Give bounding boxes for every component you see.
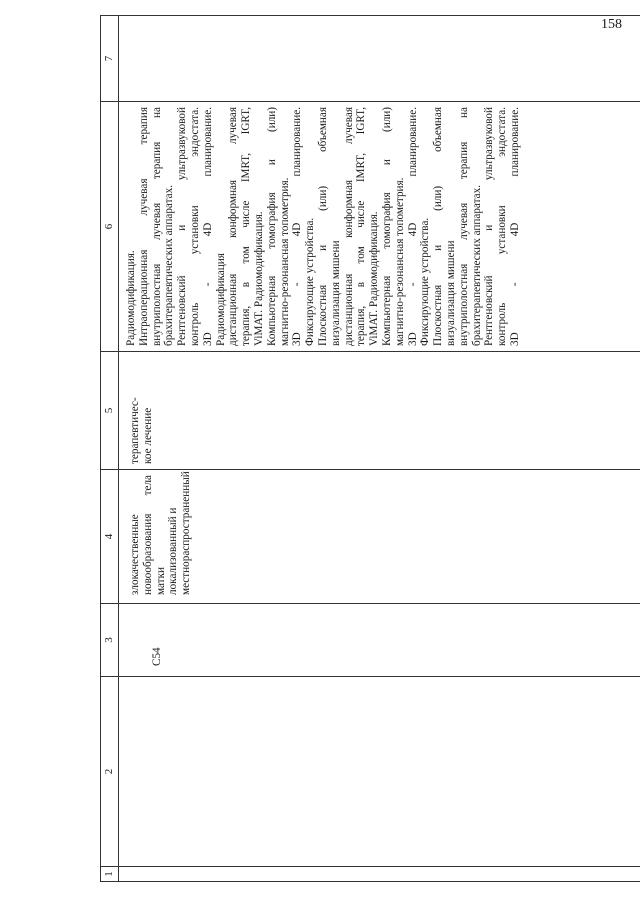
treatment-method-text xyxy=(125,107,522,346)
column-number-4: 4 xyxy=(101,470,119,604)
treatment-method-line: Интраоперационная лучевая терапия xyxy=(137,107,150,346)
column-number-row xyxy=(101,16,119,882)
column-number-3: 3 xyxy=(101,604,119,677)
column-number-7: 7 xyxy=(101,16,119,102)
treatment-method-line: визуализация мишени xyxy=(444,240,457,346)
cell-col2 xyxy=(119,677,640,867)
treatment-method-line: контроль установки эндостата. xyxy=(496,107,509,346)
diagnosis-line: локализованный и xyxy=(167,507,180,595)
treatment-type-line: терапевтичес- xyxy=(129,397,141,464)
treatment-method-line: магнитно-резонансная топометрия. xyxy=(278,177,291,346)
treatment-method-line: дистанционная конформная лучевая xyxy=(227,107,240,346)
cell-col1 xyxy=(119,867,640,882)
cell-treatment-method xyxy=(119,102,640,352)
treatment-method-line: Радиомодификация xyxy=(214,253,227,346)
treatment-method-line: 3D - 4D планирование. xyxy=(406,107,419,346)
treatment-method-line: Компьютерная томография и (или) xyxy=(265,107,278,346)
cell-col7 xyxy=(119,16,640,102)
treatment-method-line: визуализация мишени xyxy=(329,240,342,346)
treatment-method-line: Радиомодификация. xyxy=(125,250,137,346)
page-number: 158 xyxy=(601,17,622,32)
treatment-method-line: терапия, в том числе IMRT, IGRT, xyxy=(355,107,368,346)
treatment-method-line: ViMAT. Радиомодификация. xyxy=(368,211,381,346)
treatment-method-line: Фиксирующие устройства. xyxy=(304,217,317,346)
icd-code: C54 xyxy=(151,647,163,666)
treatment-method-line: брахитерапевтических аппаратах. xyxy=(163,185,176,346)
treatment-method-line: 3D - 4D планирование. xyxy=(201,107,214,346)
treatment-method-line: внутриполостная лучевая терапия на xyxy=(150,107,163,346)
diagnosis-text xyxy=(129,471,193,595)
treatment-type-line: кое лечение xyxy=(141,407,154,464)
diagnosis-line: местнораспространенный xyxy=(180,471,193,595)
table-row xyxy=(119,16,640,882)
diagnosis-line: новообразования тела матки xyxy=(141,475,167,595)
treatment-method-line: Плоскостная и (или) объемная xyxy=(432,107,445,346)
column-number-5: 5 xyxy=(101,352,119,470)
column-number-6: 6 xyxy=(101,102,119,352)
treatment-method-line: внутриполостная лучевая терапия на xyxy=(457,107,470,346)
treatment-method-line: 3D - 4D планирование. xyxy=(291,107,304,346)
treatment-method-line: 3D - 4D планирование. xyxy=(508,107,521,346)
treatment-method-line: контроль установки эндостата. xyxy=(188,107,201,346)
treatment-method-line: терапия, в том числе IMRT, IGRT, xyxy=(240,107,253,346)
column-number-2: 2 xyxy=(101,677,119,867)
treatment-method-line: Плоскостная и (или) объемная xyxy=(316,107,329,346)
treatment-method-line: брахитерапевтических аппаратах. xyxy=(470,185,483,346)
treatment-method-line: Фиксирующие устройства. xyxy=(419,217,432,346)
rotated-table-page xyxy=(100,16,640,882)
diagnosis-line: злокачественные xyxy=(129,514,141,595)
treatment-method-line: ViMAT. Радиомодификация. xyxy=(252,211,265,346)
cell-diagnosis xyxy=(119,470,640,604)
treatment-method-line: Компьютерная томография и (или) xyxy=(380,107,393,346)
treatment-type-text xyxy=(129,357,155,464)
cell-treatment-type xyxy=(119,352,640,470)
treatment-method-line: Рентгеновский и ультразвуковой xyxy=(483,107,496,346)
treatment-table xyxy=(100,15,640,882)
treatment-method-line: Рентгеновский и ультразвуковой xyxy=(176,107,189,346)
treatment-method-line: магнитно-резонансная топометрия. xyxy=(393,177,406,346)
treatment-method-line: дистанционная конформная лучевая xyxy=(342,107,355,346)
cell-icd-code xyxy=(119,604,640,677)
column-number-1: 1 xyxy=(101,867,119,882)
